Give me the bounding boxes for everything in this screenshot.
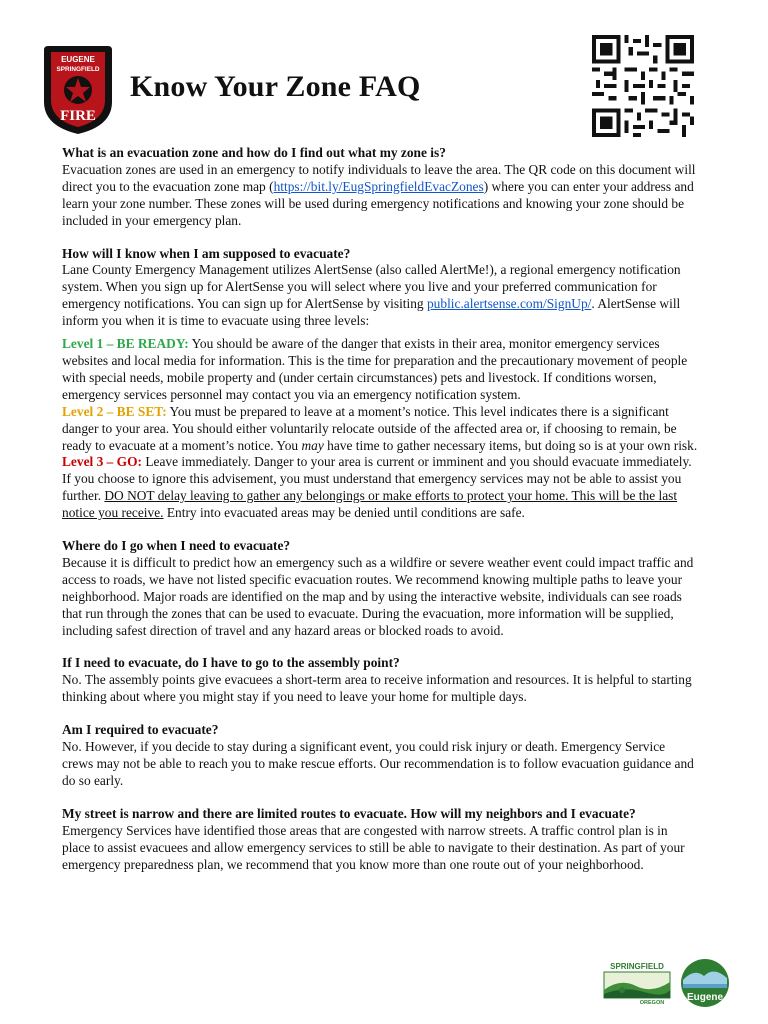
faq-question: If I need to evacuate, do I have to go to the assembly point? (62, 655, 400, 671)
faq-answer: No. However, if you decide to stay during a significant event, you could risk injury or death. Emergency Service crews may not be able to reach you to make rescue efforts. Our recommendation is to follow evacuation guidance and do so early. (62, 739, 694, 788)
evac-zone-map-link[interactable]: https://bit.ly/EugSpringfieldEvacZones (273, 178, 484, 194)
springfield-oregon-logo (600, 960, 674, 1006)
page-header (0, 0, 768, 145)
faq-answer: Because it is difficult to predict how an emergency such as a wildfire or severe weather event could impact traffic and access to roads, we have not listed specific evacuation routes. We recommend knowing multiple paths to leave your neighborhood. Major roads are identified on the map and by using the interactive website, individuals can see roads that run through the zones that can be used to evacuate. During the evacuation, more information will be supplied, including safest direction of travel and any hazard areas or blocked roads to avoid. (62, 554, 694, 638)
level-2-label: Level 2 – BE SET: (62, 403, 167, 419)
page-title: Know Your Zone FAQ (130, 70, 421, 103)
faq-content (62, 145, 698, 889)
faq-section-required (62, 722, 698, 790)
qr-code-icon[interactable] (592, 35, 694, 137)
answer-text: . AlertSense will inform you when it is time to evacuate using three levels: (62, 296, 681, 329)
level-1-text: You should be aware of the danger that exists in their area, monitor emergency services websites and local media for information. This is the time for preparation and the precautionary movement of people with special needs, mobile property and (under certain circumstances) pets and livestock. If conditions worsen, emergency services personnel may contact you via an emergency notification system. (62, 336, 688, 402)
level-1-item (62, 336, 698, 404)
answer-text: Evacuation zones are used in an emergency to notify individuals to leave the area. The QR code on this document will direct you to the evacuation zone map ( (62, 161, 696, 194)
eugene-springfield-fire-logo (40, 40, 116, 136)
level-3-item (62, 454, 698, 522)
faq-section-how-know (62, 246, 698, 331)
level-2-item (62, 404, 698, 455)
eugene-logo (680, 958, 730, 1008)
faq-answer (62, 162, 698, 230)
svg-text:SPRINGFIELD: SPRINGFIELD (56, 66, 100, 73)
svg-text:EUGENE: EUGENE (61, 55, 95, 64)
alertsense-signup-link[interactable]: public.alertsense.com/SignUp/ (426, 296, 592, 312)
faq-section-assembly-point (62, 655, 698, 706)
faq-question: How will I know when I am supposed to evacuate? (62, 245, 351, 261)
faq-answer: No. The assembly points give evacuees a short-term area to receive information and resources. It is helpful to starting thinking about where you might stay if you need to leave your home for multiple days. (62, 672, 692, 705)
level-3-label: Level 3 – GO: (62, 454, 142, 470)
faq-answer: Emergency Services have identified those areas that are congested with narrow streets. A traffic control plan is in place to assist evacuees and allow emergency services to still be able to navigate to their destination. As part of your emergency preparedness plan, we recommend that you know more than one route out of your neighborhood. (62, 822, 685, 872)
svg-text:Eugene: Eugene (686, 992, 724, 1003)
level-3-warning: DO NOT delay leaving to gather any belongings or make efforts to protect your home. This will be the last notice you receive. (62, 488, 678, 521)
faq-question: Am I required to evacuate? (62, 722, 219, 738)
faq-section-narrow-street (62, 806, 698, 874)
answer-text: ) where you can enter your address and learn your zone number. These zones will be used during emergency notifications and knowing your zone should be included in your emergency plan. (62, 178, 694, 228)
evacuation-levels (62, 336, 698, 522)
faq-section-where-go (62, 538, 698, 639)
footer-logos (600, 958, 740, 1008)
svg-text:FIRE: FIRE (60, 108, 96, 124)
level-2-emphasis: may (301, 437, 324, 453)
faq-question: My street is narrow and there are limited routes to evacuate. How will my neighbors and I evacuate? (62, 805, 636, 821)
svg-text:OREGON: OREGON (639, 1000, 665, 1006)
faq-answer (62, 262, 698, 330)
answer-text: Lane County Emergency Management utilizes AlertSense (also called AlertMe!), a regional emergency notification system. When you sign up for AlertSense you will select where you live and your preferred communication for emergency notifications. You can sign up for AlertSense by visiting (62, 262, 681, 312)
level-2-text: have time to gather necessary items, but doing so is at your own risk. (323, 437, 698, 453)
level-3-text: Entry into evacuated areas may be denied until conditions are safe. (163, 505, 525, 521)
faq-question: What is an evacuation zone and how do I find out what my zone is? (62, 145, 446, 160)
faq-section-evacuation-zone (62, 145, 698, 230)
level-2-text: You must be prepared to leave at a moment’s notice. This level indicates there is a significant danger to your area. You should either voluntarily relocate outside of the affected area or, if choosing to remain, be ready to evacuate at a moment’s notice. You (62, 403, 677, 453)
level-1-label: Level 1 – BE READY: (62, 336, 189, 352)
faq-question: Where do I go when I need to evacuate? (62, 538, 291, 554)
svg-text:SPRINGFIELD: SPRINGFIELD (610, 962, 664, 971)
level-3-text: Leave immediately. Danger to your area is current or imminent and you should evacuate immediately. If you choose to ignore this advisement, you must understand that emergency services may not be able to assist you further. (62, 454, 692, 504)
